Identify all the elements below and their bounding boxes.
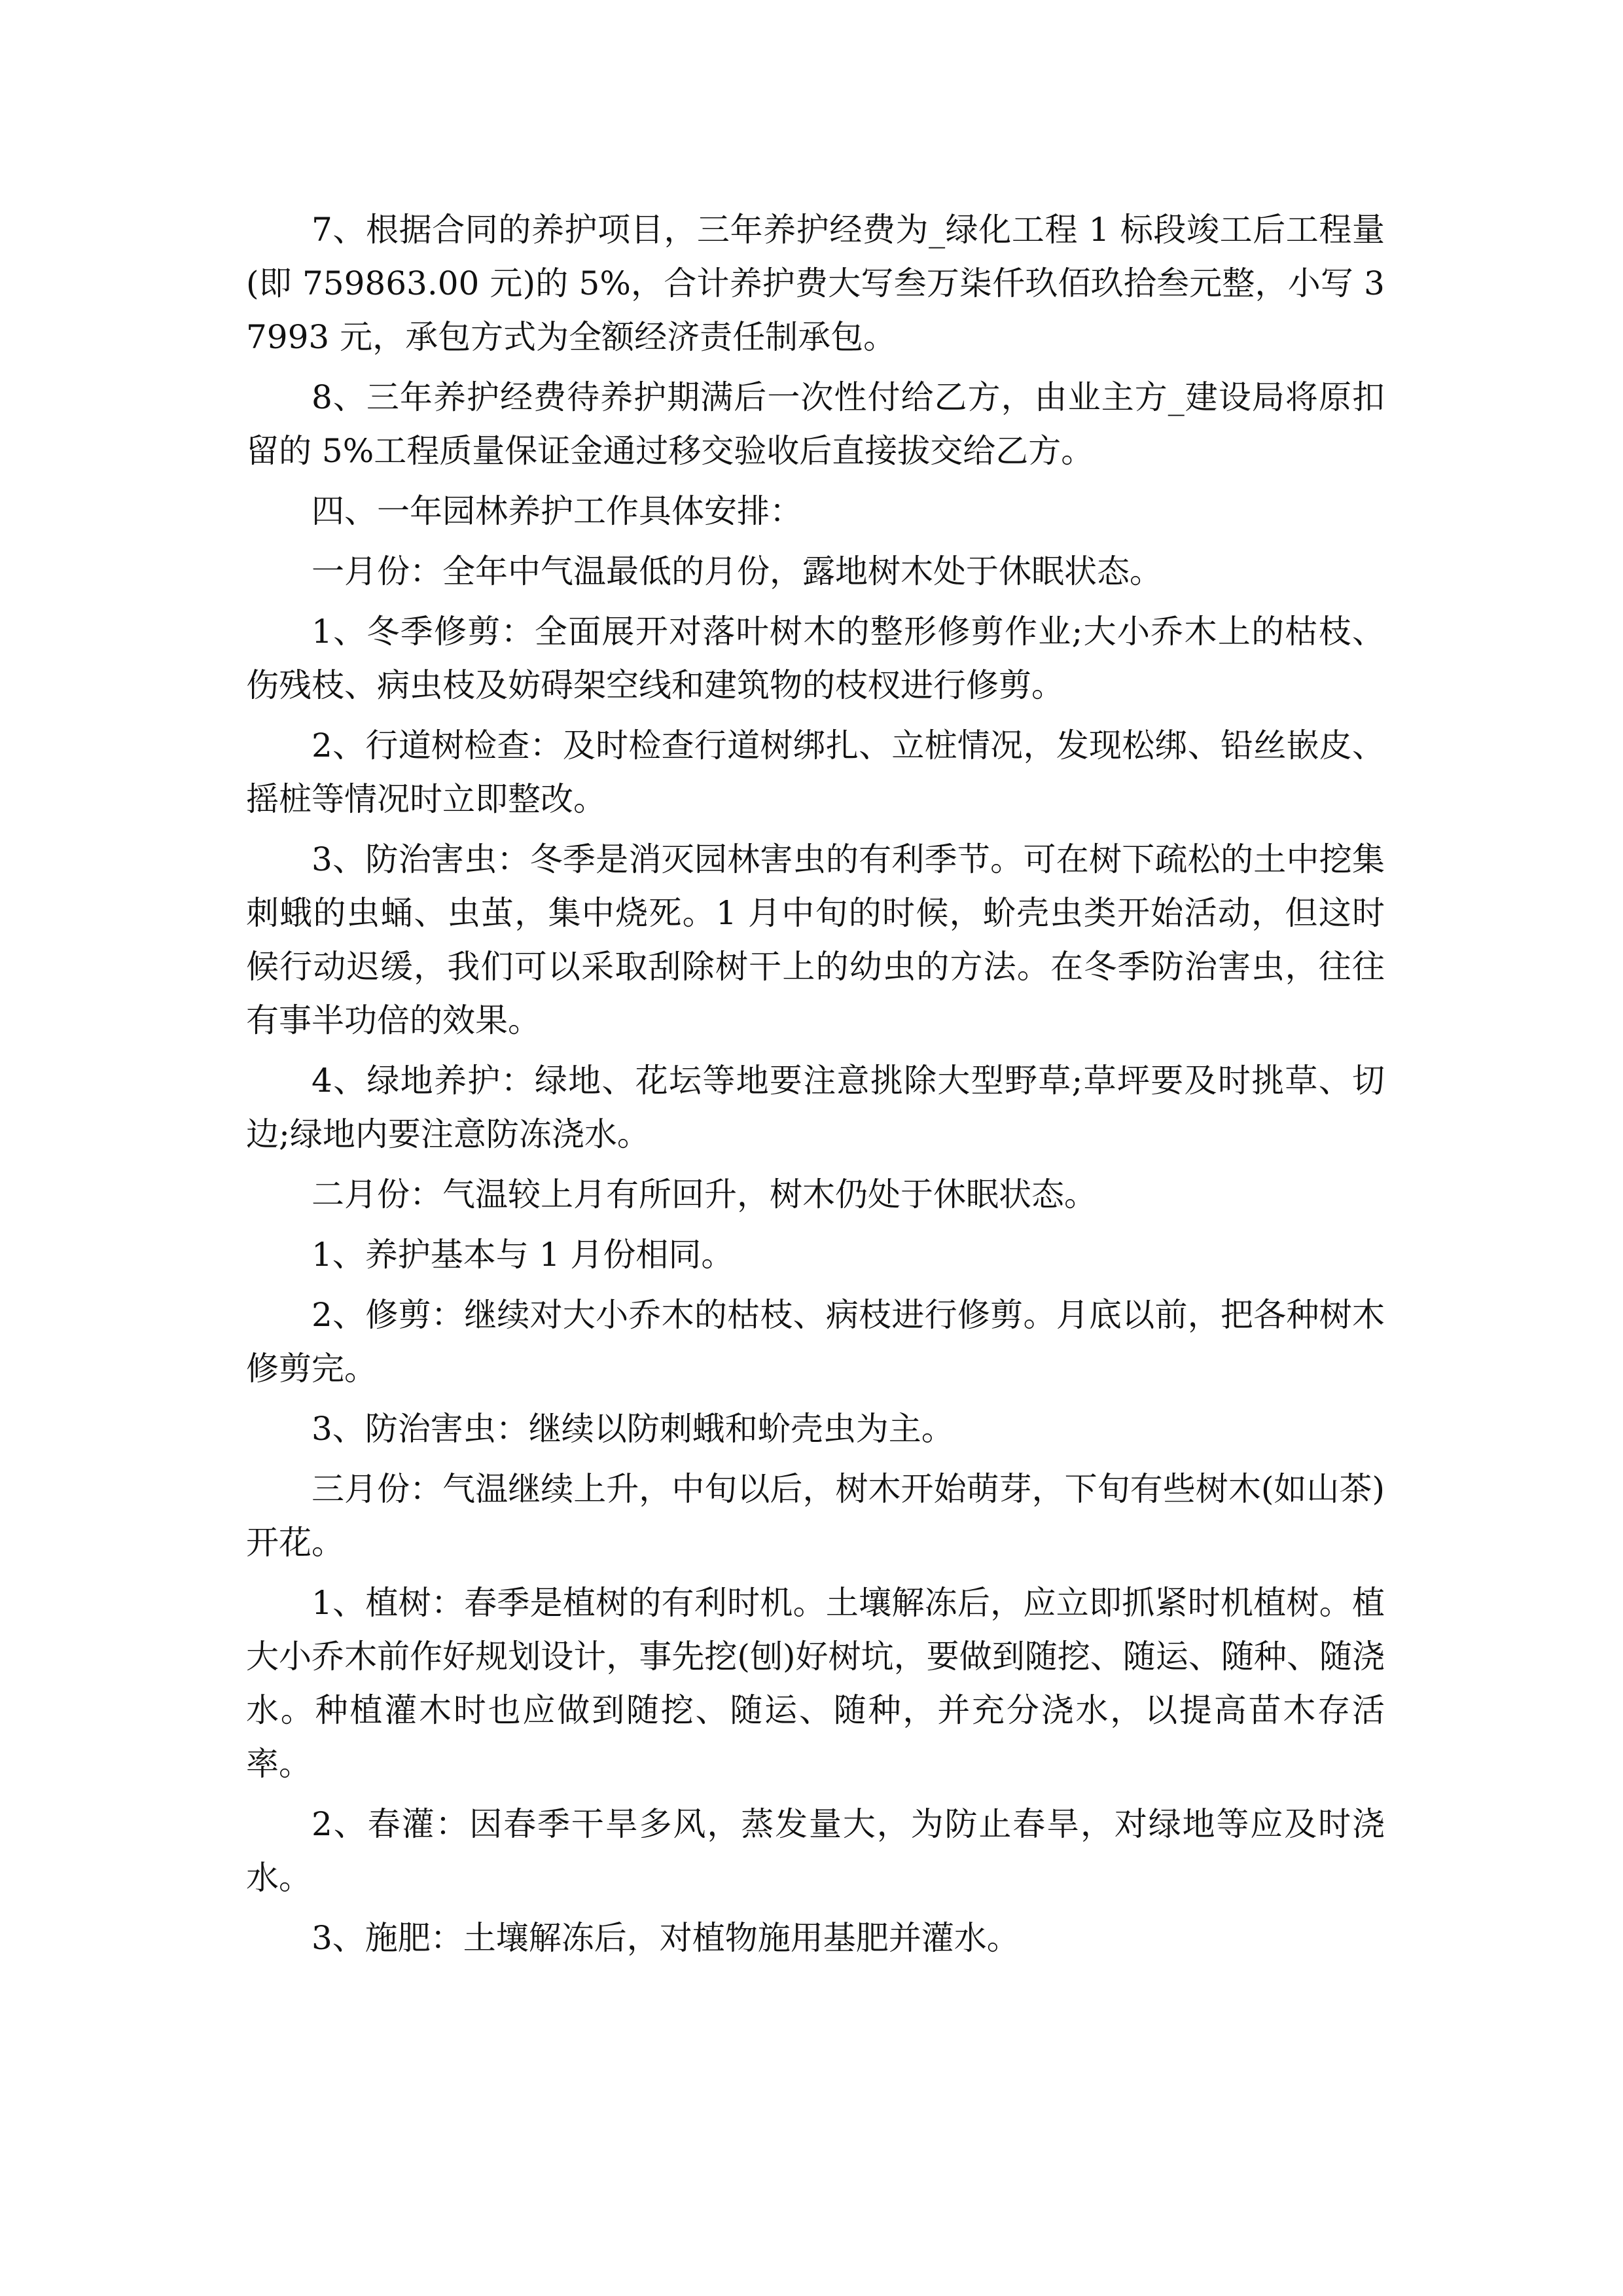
paragraph-january-pest-control: 3、防治害虫：冬季是消灭园林害虫的有利季节。可在树下疏松的土中挖集刺蛾的虫蛹、虫茧，集中烧死。1 月中旬的时候，蚧壳虫类开始活动，但这时候行动迟缓，我们可以采取刮除树干上的幼虫的方法。在冬季防治害虫，往往有事半功倍的效果。 xyxy=(246,840,1385,1039)
paragraph-january-street-trees: 2、行道树检查：及时检查行道树绑扎、立桩情况，发现松绑、铅丝嵌皮、摇桩等情况时立即整改。 xyxy=(246,726,1385,818)
section-heading-annual-schedule: 四、一年园林养护工作具体安排： xyxy=(312,492,802,530)
paragraph-march-planting: 1、植树：春季是植树的有利时机。土壤解冻后，应立即抓紧时机植树。植大小乔木前作好规划设计，事先挖(刨)好树坑，要做到随挖、随运、随种、随浇水。种植灌木时也应做到随挖、随运、随种，并充分浇水，以提高苗木存活率。 xyxy=(246,1584,1385,1783)
paragraph-january-intro: 一月份：全年中气温最低的月份，露地树木处于休眠状态。 xyxy=(312,552,1162,590)
paragraph-march-fertilizing: 3、施肥：土壤解冻后，对植物施用基肥并灌水。 xyxy=(312,1919,1020,1957)
paragraph-january-green-space: 4、绿地养护：绿地、花坛等地要注意挑除大型野草;草坪要及时挑草、切边;绿地内要注意防冻浇水。 xyxy=(246,1062,1385,1153)
paragraph-february-pest-control: 3、防治害虫：继续以防刺蛾和蚧壳虫为主。 xyxy=(312,1410,954,1448)
paragraph-february-pruning: 2、修剪：继续对大小乔木的枯枝、病枝进行修剪。月底以前，把各种树木修剪完。 xyxy=(246,1296,1385,1388)
paragraph-january-pruning: 1、冬季修剪：全面展开对落叶树木的整形修剪作业;大小乔木上的枯枝、伤残枝、病虫枝及妨碍架空线和建筑物的枝杈进行修剪。 xyxy=(246,613,1385,704)
paragraph-february-intro: 二月份：气温较上月有所回升，树木仍处于休眠状态。 xyxy=(312,1175,1097,1213)
paragraph-february-maintenance: 1、养护基本与 1 月份相同。 xyxy=(312,1236,734,1274)
paragraph-maintenance-fee: 7、根据合同的养护项目，三年养护经费为_绿化工程 1 标段竣工后工程量(即 759863.00 元)的 5%，合计养护费大写叁万柒仟玖佰玖拾叁元整，小写 37993 元，承包方式为全额经济责任制承包。 xyxy=(246,211,1385,356)
document-body xyxy=(246,203,1385,1971)
paragraph-payment-terms: 8、三年养护经费待养护期满后一次性付给乙方，由业主方_建设局将原扣留的 5%工程质量保证金通过移交验收后直接拔交给乙方。 xyxy=(246,378,1385,470)
paragraph-march-spring-irrigation: 2、春灌：因春季干旱多风，蒸发量大，为防止春旱，对绿地等应及时浇水。 xyxy=(246,1805,1385,1897)
paragraph-march-intro: 三月份：气温继续上升，中旬以后，树木开始萌芽，下旬有些树木(如山茶)开花。 xyxy=(246,1470,1385,1562)
